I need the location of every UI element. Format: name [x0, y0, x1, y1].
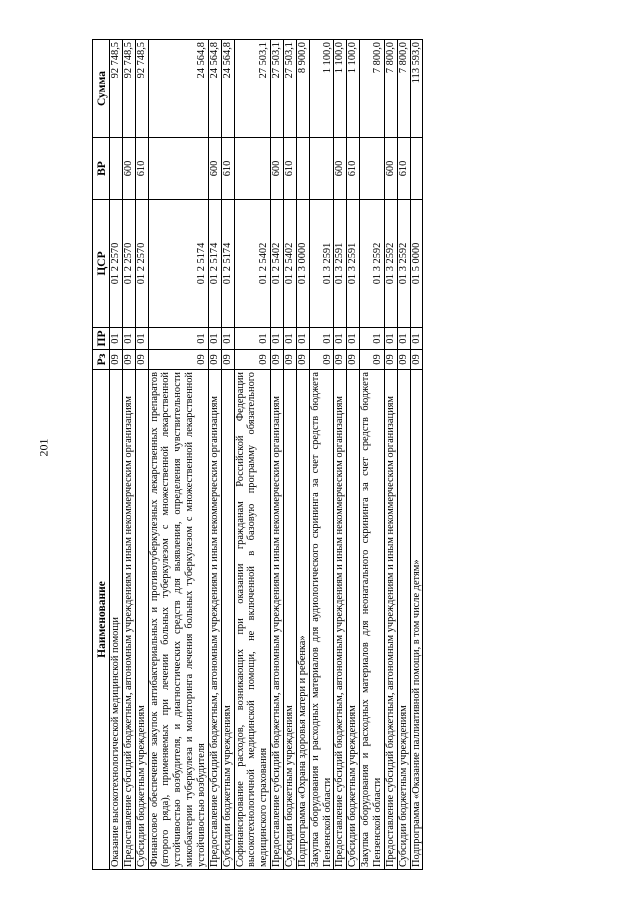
cell-vr: 610	[221, 138, 234, 200]
budget-table	[92, 39, 423, 870]
table-row	[284, 40, 297, 870]
cell-sum: 8 900,0	[296, 40, 309, 138]
cell-name: Закупка оборудования и расходных материалов для неонатального скрининга за счет средств бюджета Пензенской области	[360, 370, 385, 870]
table-row	[309, 40, 334, 870]
cell-sum: 27 503,1	[234, 40, 271, 138]
cell-name: Предоставление субсидий бюджетным, автономным учреждениям и иным некоммерческим организациям	[208, 370, 221, 870]
cell-sum: 1 100,0	[347, 40, 360, 138]
cell-name: Субсидии бюджетным учреждениям	[135, 370, 148, 870]
cell-name: Оказание высокотехнологической медицинской помощи	[110, 370, 123, 870]
cell-vr: 610	[135, 138, 148, 200]
header-pr: ПР	[93, 328, 110, 350]
cell-pr: 01	[410, 328, 423, 350]
cell-rz: 09	[347, 350, 360, 370]
cell-vr	[148, 138, 208, 200]
cell-rz: 09	[110, 350, 123, 370]
cell-sum: 92 748,5	[135, 40, 148, 138]
cell-pr: 01	[271, 328, 284, 350]
cell-rz: 09	[309, 350, 334, 370]
cell-csr: 01 3 2592	[360, 200, 385, 328]
cell-rz: 09	[384, 350, 397, 370]
cell-vr	[360, 138, 385, 200]
cell-csr: 01 2 5402	[284, 200, 297, 328]
cell-csr: 01 2 2570	[122, 200, 135, 328]
cell-rz: 09	[296, 350, 309, 370]
cell-name: Предоставление субсидий бюджетным, автономным учреждениям и иным некоммерческим организациям	[384, 370, 397, 870]
cell-rz: 09	[122, 350, 135, 370]
cell-csr: 01 5 0000	[410, 200, 423, 328]
header-name: Наименование	[93, 370, 110, 870]
cell-rz: 09	[397, 350, 410, 370]
cell-pr: 01	[148, 328, 208, 350]
cell-csr: 01 3 0000	[296, 200, 309, 328]
cell-name: Субсидии бюджетным учреждениям	[284, 370, 297, 870]
cell-name: Подпрограмма «Оказание паллиативной помощи, в том числе детям»	[410, 370, 423, 870]
cell-name: Предоставление субсидий бюджетным, автономным учреждениям и иным некоммерческим организациям	[122, 370, 135, 870]
cell-sum: 1 100,0	[334, 40, 347, 138]
cell-rz: 09	[284, 350, 297, 370]
cell-rz: 09	[135, 350, 148, 370]
cell-sum: 27 503,1	[271, 40, 284, 138]
cell-pr: 01	[221, 328, 234, 350]
cell-csr: 01 2 5174	[221, 200, 234, 328]
cell-rz: 09	[208, 350, 221, 370]
header-vr: ВР	[93, 138, 110, 200]
table-row	[208, 40, 221, 870]
cell-rz: 09	[221, 350, 234, 370]
cell-csr: 01 3 2591	[334, 200, 347, 328]
rotated-table-container	[92, 40, 548, 870]
cell-pr: 01	[110, 328, 123, 350]
table-row	[148, 40, 208, 870]
cell-csr: 01 3 2591	[309, 200, 334, 328]
cell-sum: 7 800,0	[397, 40, 410, 138]
cell-vr: 600	[334, 138, 347, 200]
cell-sum: 7 800,0	[360, 40, 385, 138]
cell-name: Предоставление субсидий бюджетным, автономным учреждениям и иным некоммерческим организациям	[334, 370, 347, 870]
cell-vr	[410, 138, 423, 200]
cell-rz: 09	[360, 350, 385, 370]
cell-sum: 24 564,8	[148, 40, 208, 138]
cell-vr: 600	[271, 138, 284, 200]
cell-pr: 01	[284, 328, 297, 350]
cell-sum: 92 748,5	[110, 40, 123, 138]
table-row	[347, 40, 360, 870]
cell-name: Субсидии бюджетным учреждениям	[221, 370, 234, 870]
cell-name: Софинансирование расходов, возникающих при оказании гражданам Российской Федерации высокотехнологичной медицинской помощи, не включенной в базовую программу обязательного медицинского страхования	[234, 370, 271, 870]
table-row	[221, 40, 234, 870]
cell-pr: 01	[122, 328, 135, 350]
cell-vr	[234, 138, 271, 200]
cell-pr: 01	[208, 328, 221, 350]
cell-pr: 01	[135, 328, 148, 350]
cell-csr: 01 2 2570	[110, 200, 123, 328]
table-row	[234, 40, 271, 870]
table-header-row	[93, 40, 110, 870]
cell-sum: 24 564,8	[208, 40, 221, 138]
table-row	[110, 40, 123, 870]
cell-sum: 1 100,0	[309, 40, 334, 138]
cell-csr: 01 3 2592	[384, 200, 397, 328]
cell-pr: 01	[360, 328, 385, 350]
header-sum: Сумма	[93, 40, 110, 138]
cell-rz: 09	[234, 350, 271, 370]
cell-rz: 09	[148, 350, 208, 370]
table-row	[122, 40, 135, 870]
cell-vr	[309, 138, 334, 200]
cell-pr: 01	[347, 328, 360, 350]
cell-csr: 01 2 2570	[135, 200, 148, 328]
page-number: 201	[36, 438, 51, 457]
cell-pr: 01	[334, 328, 347, 350]
header-rz: Рз	[93, 350, 110, 370]
cell-vr: 610	[347, 138, 360, 200]
table-row	[384, 40, 397, 870]
table-row	[397, 40, 410, 870]
cell-name: Субсидии бюджетным учреждениям	[397, 370, 410, 870]
cell-name: Закупка оборудования и расходных материалов для аудиологического скрининга за счет средств бюджета Пензенской области	[309, 370, 334, 870]
cell-vr: 610	[284, 138, 297, 200]
table-row	[410, 40, 423, 870]
cell-pr: 01	[296, 328, 309, 350]
cell-name: Предоставление субсидий бюджетным, автономным учреждениям и иным некоммерческим организациям	[271, 370, 284, 870]
cell-sum: 27 503,1	[284, 40, 297, 138]
cell-vr: 600	[122, 138, 135, 200]
cell-vr: 600	[384, 138, 397, 200]
cell-csr: 01 3 2592	[397, 200, 410, 328]
cell-csr: 01 2 5174	[208, 200, 221, 328]
cell-csr: 01 2 5174	[148, 200, 208, 328]
cell-sum: 92 748,5	[122, 40, 135, 138]
cell-pr: 01	[234, 328, 271, 350]
cell-vr: 610	[397, 138, 410, 200]
cell-rz: 09	[271, 350, 284, 370]
cell-pr: 01	[384, 328, 397, 350]
table-row	[296, 40, 309, 870]
cell-csr: 01 3 2591	[347, 200, 360, 328]
cell-sum: 7 800,0	[384, 40, 397, 138]
cell-vr	[110, 138, 123, 200]
cell-pr: 01	[397, 328, 410, 350]
header-csr: ЦСР	[93, 200, 110, 328]
table-row	[135, 40, 148, 870]
table-row	[271, 40, 284, 870]
cell-csr: 01 2 5402	[234, 200, 271, 328]
table-row	[334, 40, 347, 870]
cell-name: Финансовое обеспечение закупок антибактериальных и противотуберкулезных лекарственных препаратов (второго ряда), применяемых при лечении больных туберкулезом с множественной лекарственной устойчивостью возбудителя, и диагностических средств для выявления, определения чувствительности микобактерии туберкулеза и мониторинга лечения больных туберкулезом с множественной лекарственной устойчивостью возбудителя	[148, 370, 208, 870]
cell-pr: 01	[309, 328, 334, 350]
cell-vr: 600	[208, 138, 221, 200]
cell-sum: 113 593,0	[410, 40, 423, 138]
cell-rz: 09	[334, 350, 347, 370]
cell-sum: 24 564,8	[221, 40, 234, 138]
cell-vr	[296, 138, 309, 200]
cell-name: Субсидии бюджетным учреждениям	[347, 370, 360, 870]
table-body	[110, 40, 423, 870]
cell-name: Подпрограмма «Охрана здоровья матери и ребенка»	[296, 370, 309, 870]
table-row	[360, 40, 385, 870]
cell-rz: 09	[410, 350, 423, 370]
cell-csr: 01 2 5402	[271, 200, 284, 328]
